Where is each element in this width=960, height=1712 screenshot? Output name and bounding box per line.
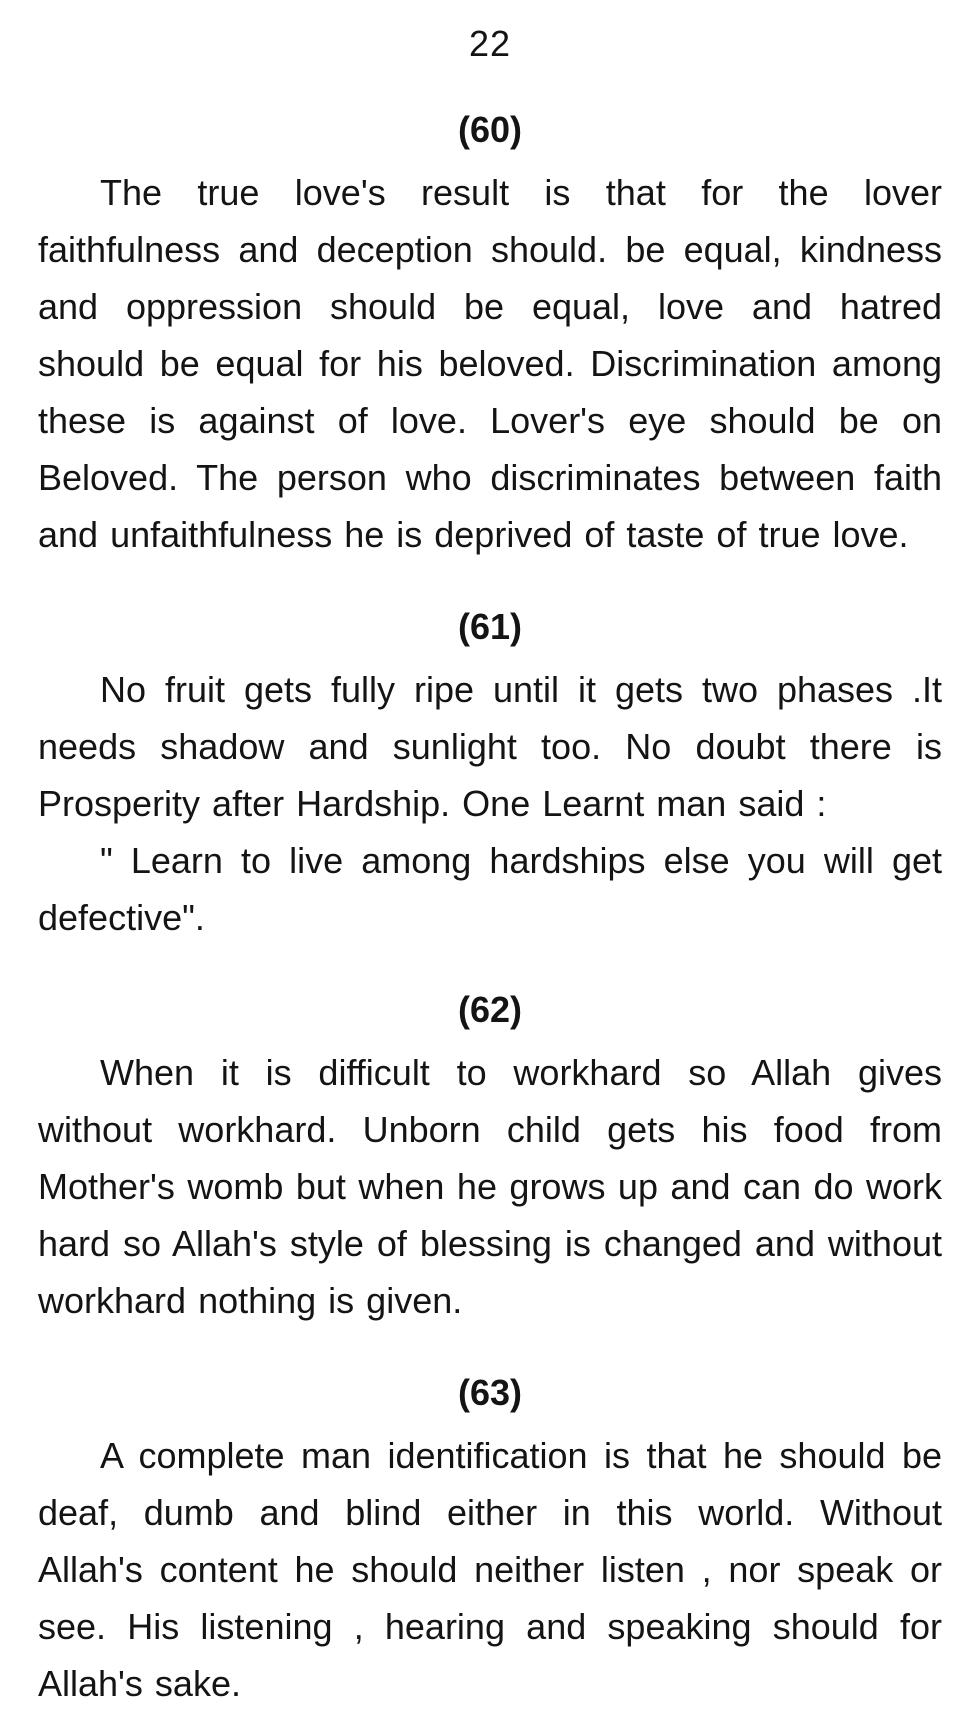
section-60 [38,108,942,563]
section-63 [38,1371,942,1712]
section-heading: (62) [457,989,523,1030]
paragraph: A complete man identification is that he should be deaf, dumb and blind either in this world. Without Allah's content he should neither listen , nor speak or see. His listening , hearing and speaking should for Allah's sake. [38,1435,942,1704]
section-heading: (61) [457,606,523,647]
section-61 [38,605,942,946]
paragraph: No fruit gets fully ripe until it gets two phases .It needs shadow and sunlight too. No doubt there is Prosperity after Hardship. One Learnt man said : [38,669,942,824]
paragraph: When it is difficult to workhard so Allah gives without workhard. Unborn child gets his food from Mother's womb but when he grows up and can do work hard so Allah's style of blessing is changed and without workhard nothing is given. [38,1052,942,1321]
paragraph: " Learn to live among hardships else you will get defective". [38,840,942,938]
section-heading: (60) [457,109,523,150]
page-number: 22 [468,23,512,64]
section-62 [38,988,942,1329]
section-heading: (63) [457,1372,523,1413]
paragraph: The true love's result is that for the lover faithfulness and deception should. be equal, kindness and oppression should be equal, love and hatred should be equal for his beloved. Discrimination among these is against of love. Lover's eye should be on Beloved. The person who discriminates between faith and unfaithfulness he is deprived of taste of true love. [38,172,942,555]
